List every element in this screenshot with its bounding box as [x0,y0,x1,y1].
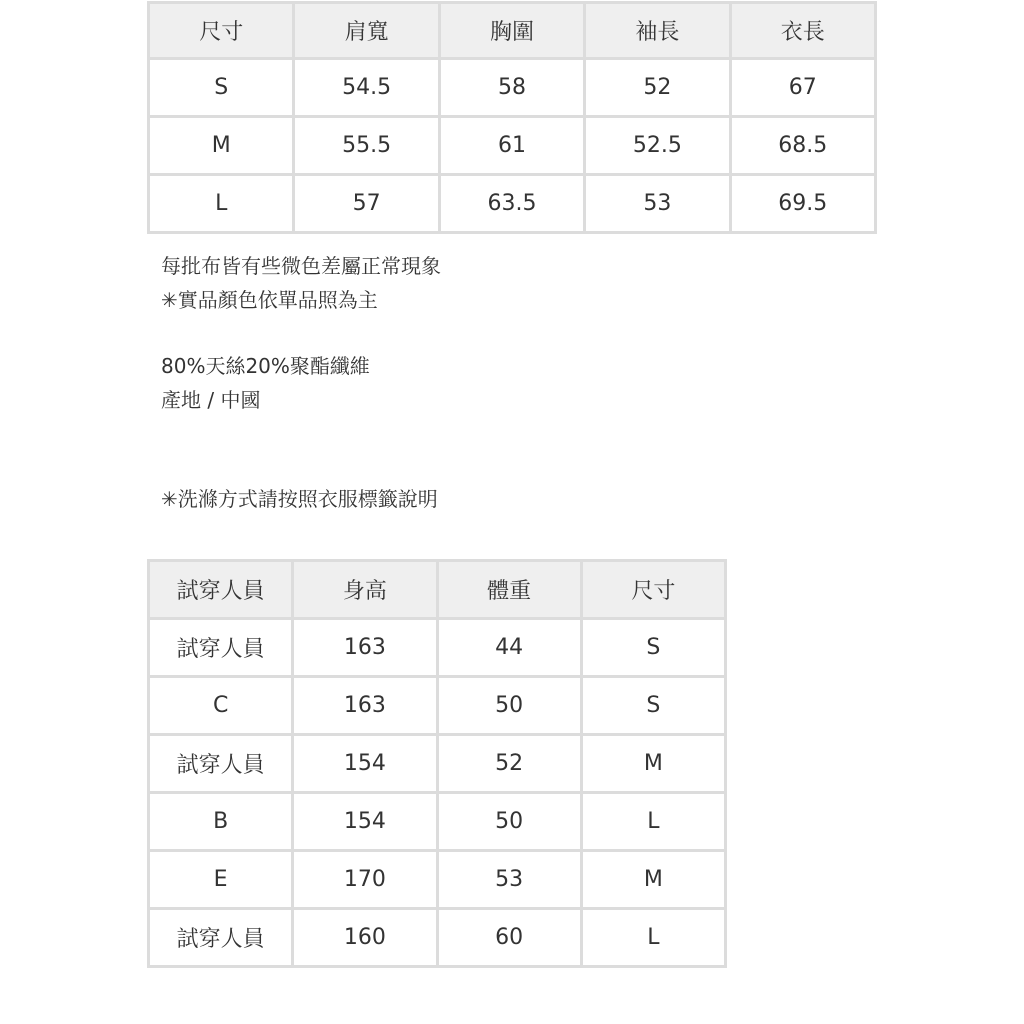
table-cell: 52.5 [585,117,730,175]
table-cell: 52 [585,59,730,117]
table-cell: 154 [293,735,437,793]
table-cell: 58 [439,59,584,117]
header-cell: 試穿人員 [149,561,293,619]
table-cell: 163 [293,677,437,735]
table-cell: M [149,117,294,175]
table-cell: 170 [293,851,437,909]
fitting-model-table [147,559,727,968]
material-notes [161,349,370,417]
table-row [149,909,726,967]
table-row [149,793,726,851]
table-cell: S [149,59,294,117]
table-cell: 50 [437,793,581,851]
header-cell: 體重 [437,561,581,619]
table-cell: 53 [585,175,730,233]
table-cell: M [581,851,725,909]
washing-instruction: ✳洗滌方式請按照衣服標籤說明 [161,487,438,511]
washing-notes [161,482,438,516]
header-cell: 尺寸 [149,3,294,59]
table-cell: 試穿人員 [149,909,293,967]
table-row [149,619,726,677]
table-cell: 53 [437,851,581,909]
table-cell: L [149,175,294,233]
header-cell: 尺寸 [581,561,725,619]
origin-text: 產地 / 中國 [161,388,261,412]
color-variation-note: 每批布皆有些微色差屬正常現象 [161,254,441,278]
table-cell: 154 [293,793,437,851]
header-cell: 衣長 [730,3,875,59]
table-cell: 試穿人員 [149,735,293,793]
header-cell: 肩寬 [294,3,439,59]
table-cell: 67 [730,59,875,117]
table-row [149,851,726,909]
table-cell: 55.5 [294,117,439,175]
table-cell: L [581,909,725,967]
table-row [149,59,876,117]
material-text: 80%天絲20%聚酯纖維 [161,354,370,378]
table-cell: 試穿人員 [149,619,293,677]
table-row [149,175,876,233]
table-cell: S [581,677,725,735]
table-cell: 163 [293,619,437,677]
table-cell: 63.5 [439,175,584,233]
table-row [149,677,726,735]
table-cell: B [149,793,293,851]
color-reference-note: ✳實品顏色依單品照為主 [161,288,378,312]
table-cell: 160 [293,909,437,967]
table-cell: M [581,735,725,793]
table-cell: 54.5 [294,59,439,117]
header-cell: 胸圍 [439,3,584,59]
table-cell: 60 [437,909,581,967]
header-cell: 身高 [293,561,437,619]
size-chart-table [147,1,877,234]
table-cell: 52 [437,735,581,793]
table-cell: S [581,619,725,677]
table-header-row [149,3,876,59]
table-cell: 57 [294,175,439,233]
table-header-row [149,561,726,619]
header-cell: 袖長 [585,3,730,59]
table-cell: 44 [437,619,581,677]
table-cell: C [149,677,293,735]
table-cell: 69.5 [730,175,875,233]
table-row [149,735,726,793]
table-cell: 50 [437,677,581,735]
table-cell: E [149,851,293,909]
table-cell: L [581,793,725,851]
table-row [149,117,876,175]
table-cell: 68.5 [730,117,875,175]
color-notes [161,249,441,317]
table-cell: 61 [439,117,584,175]
